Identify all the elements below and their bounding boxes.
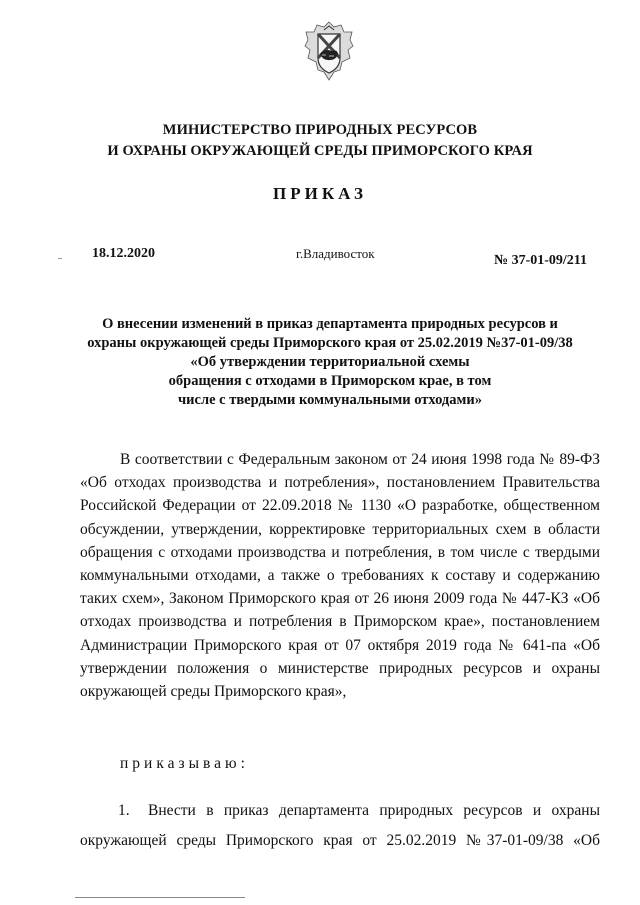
title-line: обращения с отходами в Приморском крае, в том <box>168 373 492 389</box>
body-line: Администрации Приморского края от 07 октября 2019 года № 641-па «Об <box>80 636 600 654</box>
scan-mark <box>58 258 62 259</box>
document-date: 18.12.2020 <box>92 246 155 261</box>
body-line: обращения с отходами производства и потребления, в том числе с твердыми <box>80 543 600 561</box>
title-line: О внесении изменений в приказ департамента природных ресурсов и <box>102 316 558 332</box>
body-line: В соответствии с Федеральным законом от 24 июня 1998 года № 89-ФЗ <box>120 451 600 468</box>
item-line <box>80 796 600 826</box>
title-line: «Об утверждении территориальной схемы <box>190 354 470 370</box>
document-type-title: ПРИКАЗ <box>273 184 367 203</box>
ministry-line-1: МИНИСТЕРСТВО ПРИРОДНЫХ РЕСУРСОВ <box>162 122 478 138</box>
document-city: г.Владивосток <box>296 246 375 261</box>
title-line: охраны окружающей среды Приморского края от 25.02.2019 №37-01-09/38 <box>87 335 573 351</box>
body-line: Российской Федерации от 22.09.2018 № 1130 «О разработке, общественном <box>80 497 600 515</box>
ministry-line-2: И ОХРАНЫ ОКРУЖАЮЩЕЙ СРЕДЫ ПРИМОРСКОГО КРАЯ <box>107 143 533 159</box>
document-title <box>60 315 600 410</box>
order-item-1 <box>80 796 600 856</box>
body-line: «Об отходах производства и потребления», постановлением Правительства <box>80 474 600 492</box>
ministry-heading <box>0 120 640 162</box>
order-word: приказываю: <box>120 755 249 772</box>
preamble-paragraph <box>80 448 600 703</box>
footnote-divider <box>75 897 245 898</box>
coat-of-arms-icon <box>304 20 354 82</box>
body-line: утверждении положения о министерстве природных ресурсов и охраны <box>80 659 600 677</box>
body-line: отходах производства и потребления в Приморском крае», постановлением <box>80 613 600 631</box>
document-number: № 37-01-09/211 <box>494 253 588 268</box>
body-line: коммунальными отходами, а также о требованиях к составу и содержанию <box>80 567 600 585</box>
body-line: таких схем», Законом Приморского края от 26 июня 2009 года № 447-КЗ «Об <box>80 590 600 608</box>
item-text: Внести в приказ департамента природных ресурсов и охраны <box>148 802 600 819</box>
item-number: 1. <box>118 802 130 819</box>
title-line: числе с твердыми коммунальными отходами» <box>178 392 482 408</box>
item-line: окружающей среды Приморского края от 25.02.2019 №37-01-09/38 «Об <box>80 832 600 849</box>
body-line: обсуждении, утверждении, корректировке территориальных схем в области <box>80 520 600 538</box>
body-line: окружающей среды Приморского края», <box>80 683 347 701</box>
